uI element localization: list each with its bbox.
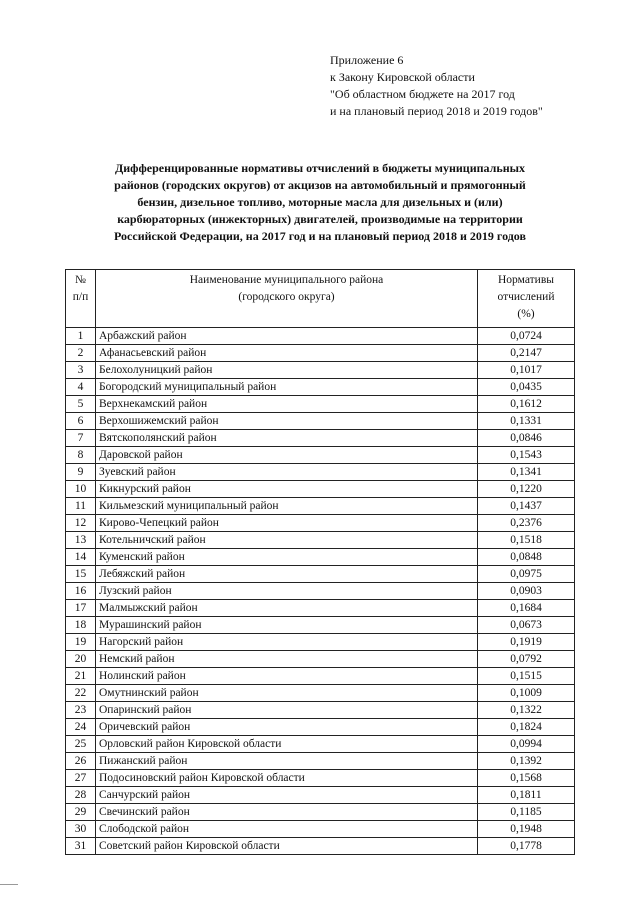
appendix-line: к Закону Кировской области [330,70,475,84]
district-name: Куменский район [96,549,478,566]
table-row [66,787,575,804]
table-row [66,515,575,532]
title-line: Дифференцированные нормативы отчислений в бюджеты муниципальных [115,161,525,175]
district-name: Верхнекамский район [96,396,478,413]
district-name: Омутнинский район [96,685,478,702]
appendix-line: Приложение 6 [330,53,404,67]
table-row [66,719,575,736]
district-name: Мурашинский район [96,617,478,634]
district-name: Вятскополянский район [96,430,478,447]
appendix-line: "Об областном бюджете на 2017 год [330,87,515,101]
norm-value: 0,0903 [478,583,575,600]
row-number: 16 [66,583,96,600]
row-number: 4 [66,379,96,396]
table-row [66,413,575,430]
table-row [66,549,575,566]
norm-value: 0,0435 [478,379,575,396]
norm-value: 0,0848 [478,549,575,566]
header-name-line: Наименование муниципального района [189,274,384,286]
row-number: 8 [66,447,96,464]
row-number: 21 [66,668,96,685]
norm-value: 0,0994 [478,736,575,753]
norm-value: 0,1778 [478,838,575,855]
row-number: 1 [66,328,96,345]
district-name: Афанасьевский район [96,345,478,362]
district-name: Кильмезский муниципальный район [96,498,478,515]
table-row [66,702,575,719]
norm-value: 0,0975 [478,566,575,583]
table-row [66,600,575,617]
row-number: 19 [66,634,96,651]
norm-value: 0,0724 [478,328,575,345]
header-value-line: отчислений [497,291,555,303]
table-row [66,532,575,549]
row-number: 12 [66,515,96,532]
header-value-line: (%) [517,308,535,320]
norm-value: 0,1811 [478,787,575,804]
title-line: карбюраторных (инжекторных) двигателей, производимые на территории [117,212,523,226]
header-name-line: (городского округа) [238,291,335,303]
appendix-line: и на плановый период 2018 и 2019 годов" [330,104,543,118]
table-row [66,328,575,345]
row-number: 7 [66,430,96,447]
table-row [66,379,575,396]
district-name: Лузский район [96,583,478,600]
table-row [66,821,575,838]
table-row [66,736,575,753]
document-title [60,160,580,245]
norm-value: 0,1322 [478,702,575,719]
norm-value: 0,1185 [478,804,575,821]
table-row [66,566,575,583]
header-value-line: Нормативы [498,274,554,286]
row-number: 3 [66,362,96,379]
district-name: Арбажский район [96,328,478,345]
row-number: 30 [66,821,96,838]
district-name: Оричевский район [96,719,478,736]
norm-value: 0,1017 [478,362,575,379]
table-row [66,668,575,685]
district-name: Белохолуницкий район [96,362,478,379]
norm-value: 0,1948 [478,821,575,838]
table-row [66,804,575,821]
district-name: Свечинский район [96,804,478,821]
table-row [66,770,575,787]
table-row [66,464,575,481]
table-row [66,634,575,651]
table-row [66,651,575,668]
district-name: Верхошижемский район [96,413,478,430]
row-number: 23 [66,702,96,719]
row-number: 14 [66,549,96,566]
table-row [66,753,575,770]
norm-value: 0,1518 [478,532,575,549]
district-name: Даровской район [96,447,478,464]
district-name: Кирово-Чепецкий район [96,515,478,532]
row-number: 5 [66,396,96,413]
header-name [96,270,478,328]
district-name: Кикнурский район [96,481,478,498]
table-row [66,430,575,447]
district-name: Малмыжский район [96,600,478,617]
district-name: Советский район Кировской области [96,838,478,855]
district-name: Котельничский район [96,532,478,549]
norm-value: 0,1331 [478,413,575,430]
norm-value: 0,1919 [478,634,575,651]
row-number: 2 [66,345,96,362]
table-row [66,447,575,464]
appendix-note [330,52,543,120]
table-header-row [66,270,575,328]
row-number: 17 [66,600,96,617]
table-row [66,396,575,413]
header-number-line: п/п [72,291,89,303]
row-number: 6 [66,413,96,430]
row-number: 18 [66,617,96,634]
header-number [66,270,96,328]
title-line: районов (городских округов) от акцизов на автомобильный и прямогонный [114,178,526,192]
norm-value: 0,1568 [478,770,575,787]
norm-value: 0,1684 [478,600,575,617]
norm-value: 0,2376 [478,515,575,532]
district-name: Пижанский район [96,753,478,770]
header-number-line: № [75,274,86,286]
table-row [66,498,575,515]
title-line: Российской Федерации, на 2017 год и на плановый период 2018 и 2019 годов [114,229,526,243]
table-row [66,583,575,600]
norm-value: 0,0673 [478,617,575,634]
norm-value: 0,1220 [478,481,575,498]
district-name: Санчурский район [96,787,478,804]
row-number: 20 [66,651,96,668]
district-name: Слободской район [96,821,478,838]
table-row [66,838,575,855]
table-row [66,617,575,634]
row-number: 11 [66,498,96,515]
row-number: 13 [66,532,96,549]
row-number: 26 [66,753,96,770]
district-name: Немский район [96,651,478,668]
row-number: 22 [66,685,96,702]
table-row [66,345,575,362]
norm-value: 0,1612 [478,396,575,413]
district-name: Зуевский район [96,464,478,481]
norm-value: 0,1392 [478,753,575,770]
norm-value: 0,1515 [478,668,575,685]
row-number: 24 [66,719,96,736]
norm-value: 0,1824 [478,719,575,736]
district-name: Лебяжский район [96,566,478,583]
table-row [66,362,575,379]
row-number: 25 [66,736,96,753]
row-number: 27 [66,770,96,787]
norm-value: 0,1437 [478,498,575,515]
norms-table [65,269,575,855]
row-number: 10 [66,481,96,498]
district-name: Опаринский район [96,702,478,719]
title-line: бензин, дизельное топливо, моторные масла для дизельных и (или) [137,195,503,209]
page-edge-mark [0,884,18,885]
row-number: 15 [66,566,96,583]
district-name: Подосиновский район Кировской области [96,770,478,787]
norm-value: 0,1009 [478,685,575,702]
header-value [478,270,575,328]
district-name: Нолинский район [96,668,478,685]
norm-value: 0,1341 [478,464,575,481]
row-number: 9 [66,464,96,481]
row-number: 31 [66,838,96,855]
district-name: Богородский муниципальный район [96,379,478,396]
table-row [66,481,575,498]
district-name: Нагорский район [96,634,478,651]
table-row [66,685,575,702]
district-name: Орловский район Кировской области [96,736,478,753]
norm-value: 0,2147 [478,345,575,362]
norm-value: 0,1543 [478,447,575,464]
row-number: 28 [66,787,96,804]
norm-value: 0,0846 [478,430,575,447]
row-number: 29 [66,804,96,821]
norm-value: 0,0792 [478,651,575,668]
